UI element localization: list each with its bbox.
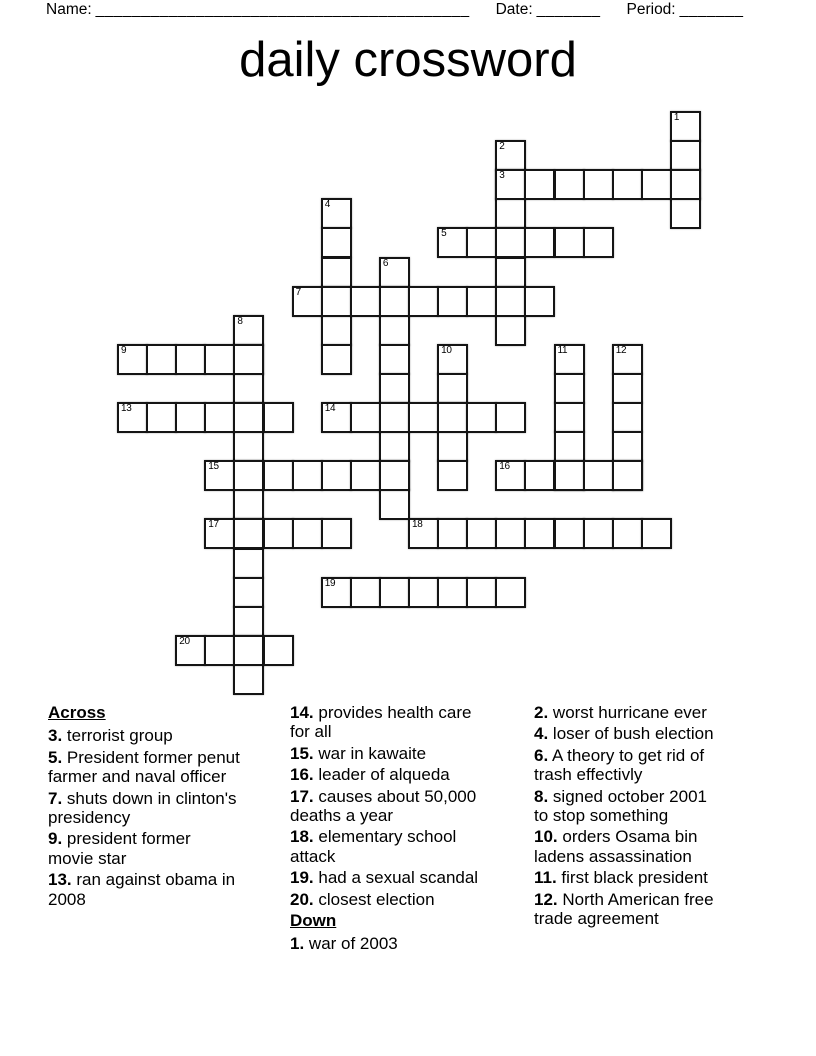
clue-item xyxy=(290,890,496,909)
clue-text: war in kawaite xyxy=(313,743,427,763)
grid-cell xyxy=(554,169,585,200)
clue-text: causes about 50,000 deaths a year xyxy=(290,786,477,826)
grid-cell xyxy=(466,286,497,317)
grid-cell xyxy=(524,227,555,258)
grid-cell xyxy=(466,402,497,433)
clue-text: president former movie star xyxy=(48,829,191,868)
grid-cell xyxy=(495,140,526,171)
clue-number: 9. xyxy=(48,829,63,849)
grid-cell xyxy=(408,577,439,608)
clue-item xyxy=(534,827,717,866)
grid-cell xyxy=(263,402,294,433)
grid-cell xyxy=(350,402,381,433)
grid-cell xyxy=(554,460,585,491)
grid-cell xyxy=(379,577,410,608)
clue-text: worst hurricane ever xyxy=(548,703,707,722)
grid-cell xyxy=(437,344,468,375)
cell-number: 14 xyxy=(324,403,336,414)
grid-cell xyxy=(612,169,643,200)
grid-cell xyxy=(233,635,264,666)
clue-number: 17. xyxy=(290,786,314,806)
date-blank-line: _______ xyxy=(536,1,601,18)
period-blank-line: _______ xyxy=(679,1,744,18)
grid-cell xyxy=(437,431,468,462)
header xyxy=(46,1,743,19)
clue-number: 15. xyxy=(290,743,314,763)
clue-item xyxy=(290,868,496,887)
grid-cell xyxy=(495,460,526,491)
grid-cell xyxy=(495,257,526,288)
grid-cell xyxy=(641,169,672,200)
grid-cell xyxy=(437,373,468,404)
grid-cell xyxy=(670,140,701,171)
cell-number: 10 xyxy=(441,344,452,356)
grid-cell xyxy=(524,518,555,549)
clue-text: terrorist group xyxy=(62,726,173,746)
clue-number: 12. xyxy=(534,889,558,909)
clue-number: 8. xyxy=(534,786,549,806)
clue-text: leader of alqueda xyxy=(313,765,450,785)
grid-cell xyxy=(146,344,177,375)
grid-cell xyxy=(379,286,410,317)
clue-number: 1. xyxy=(290,934,305,954)
clue-item xyxy=(48,726,240,745)
grid-cell xyxy=(204,635,235,666)
clue-item xyxy=(48,870,240,909)
clue-text: first black president xyxy=(556,868,708,888)
clue-item xyxy=(534,787,717,826)
page-title: daily crossword xyxy=(239,33,577,87)
clue-item xyxy=(48,748,240,787)
grid-cell xyxy=(437,518,468,549)
grid-cell xyxy=(233,431,264,462)
clue-number: 5. xyxy=(48,747,63,767)
grid-cell xyxy=(495,402,526,433)
crossword-grid xyxy=(117,111,717,711)
grid-cell xyxy=(321,257,352,288)
cell-number: 11 xyxy=(557,344,568,356)
grid-cell xyxy=(233,315,264,346)
grid-cell xyxy=(233,489,264,520)
grid-cell xyxy=(379,257,410,288)
grid-cell xyxy=(321,315,352,346)
cell-number: 15 xyxy=(208,461,219,473)
grid-cell xyxy=(321,227,352,258)
date-label: Date: xyxy=(495,1,533,18)
clue-number: 7. xyxy=(48,788,63,808)
grid-cell xyxy=(641,518,672,549)
grid-cell xyxy=(554,518,585,549)
grid-cell xyxy=(554,402,585,433)
cell-number: 8 xyxy=(237,315,243,327)
grid-cell xyxy=(612,373,643,404)
grid-cell xyxy=(233,577,264,608)
clue-text: orders Osama bin ladens assassination xyxy=(534,827,698,866)
grid-cell xyxy=(263,635,294,666)
grid-cell xyxy=(437,460,468,491)
clue-item xyxy=(534,868,717,887)
grid-cell xyxy=(233,664,264,695)
cell-number: 13 xyxy=(121,403,132,414)
grid-cell xyxy=(524,460,555,491)
clue-text: North American free trade agreement xyxy=(534,889,714,929)
cell-number: 1 xyxy=(673,112,680,123)
clue-number: 6. xyxy=(534,745,549,765)
cell-number: 7 xyxy=(295,286,301,298)
grid-cell xyxy=(204,518,235,549)
clue-list-heading: Across xyxy=(48,703,106,722)
grid-cell xyxy=(321,344,352,375)
grid-cell xyxy=(233,518,264,549)
grid-cell xyxy=(524,169,555,200)
grid-cell xyxy=(350,286,381,317)
clue-item xyxy=(48,829,240,868)
grid-cell xyxy=(321,402,352,433)
cell-number: 6 xyxy=(382,257,389,269)
grid-cell xyxy=(495,169,526,200)
clue-item xyxy=(290,934,496,953)
cell-number: 4 xyxy=(324,199,330,211)
clue-item xyxy=(534,890,717,929)
grid-cell xyxy=(117,344,148,375)
grid-cell xyxy=(321,198,352,229)
grid-cell xyxy=(554,373,585,404)
clue-number: 13. xyxy=(48,870,72,890)
cell-number: 17 xyxy=(208,519,219,531)
name-blank-line: _________________________________________ xyxy=(95,1,470,18)
name-label: Name: xyxy=(46,1,92,18)
cell-number: 16 xyxy=(499,461,510,473)
grid-cell xyxy=(350,577,381,608)
grid-cell xyxy=(292,286,323,317)
period-label: Period: xyxy=(626,1,676,18)
clue-column-1 xyxy=(48,703,240,911)
clue-column-2 xyxy=(290,703,496,956)
grid-cell xyxy=(233,344,264,375)
clue-number: 19. xyxy=(290,868,314,888)
grid-cell xyxy=(466,227,497,258)
grid-cell xyxy=(437,577,468,608)
grid-cell xyxy=(554,431,585,462)
grid-cell xyxy=(263,460,294,491)
grid-cell xyxy=(263,518,294,549)
grid-cell xyxy=(670,198,701,229)
clue-text: provides health care for all xyxy=(290,703,472,742)
clue-item xyxy=(48,789,240,828)
grid-cell xyxy=(495,227,526,258)
grid-cell xyxy=(292,460,323,491)
grid-cell xyxy=(670,169,701,200)
clue-item xyxy=(290,744,496,763)
clue-text: had a sexual scandal xyxy=(313,868,479,888)
grid-cell xyxy=(321,286,352,317)
grid-cell xyxy=(204,344,235,375)
grid-cell xyxy=(670,111,701,142)
clue-text: A theory to get rid of trash effectivly xyxy=(534,745,705,785)
clue-item xyxy=(534,703,717,722)
clue-number: 11. xyxy=(534,868,557,888)
grid-cell xyxy=(612,518,643,549)
grid-cell xyxy=(292,518,323,549)
grid-cell xyxy=(379,431,410,462)
clue-number: 2. xyxy=(534,703,549,722)
grid-cell xyxy=(117,402,148,433)
grid-cell xyxy=(583,518,614,549)
grid-cell xyxy=(583,169,614,200)
grid-cell xyxy=(379,460,410,491)
cell-number: 2 xyxy=(499,141,505,153)
grid-cell xyxy=(495,315,526,346)
grid-cell xyxy=(495,577,526,608)
clue-number: 10. xyxy=(534,827,558,847)
clue-item xyxy=(290,703,496,742)
grid-cell xyxy=(175,402,206,433)
grid-cell xyxy=(175,635,206,666)
grid-cell xyxy=(437,402,468,433)
grid-cell xyxy=(437,286,468,317)
cell-number: 20 xyxy=(179,635,190,647)
grid-cell xyxy=(554,227,585,258)
grid-cell xyxy=(204,460,235,491)
grid-cell xyxy=(146,402,177,433)
cell-number: 12 xyxy=(615,344,627,356)
grid-cell xyxy=(437,227,468,258)
grid-cell xyxy=(612,402,643,433)
clue-item xyxy=(290,827,496,866)
clue-item xyxy=(534,746,717,785)
clue-text: President former penut farmer and naval officer xyxy=(48,747,240,787)
grid-cell xyxy=(612,431,643,462)
cell-number: 9 xyxy=(121,344,127,356)
grid-cell xyxy=(379,315,410,346)
cell-number: 5 xyxy=(441,228,447,240)
clue-text: signed october 2001 to stop something xyxy=(534,786,707,826)
clue-list-heading: Down xyxy=(290,911,337,931)
clue-item xyxy=(290,787,496,826)
grid-cell xyxy=(495,286,526,317)
grid-cell xyxy=(583,460,614,491)
grid-cell xyxy=(524,286,555,317)
grid-cell xyxy=(408,518,439,549)
grid-cell xyxy=(321,460,352,491)
cell-number: 18 xyxy=(412,519,423,531)
clue-text: loser of bush election xyxy=(548,724,714,744)
clue-column-3 xyxy=(534,703,717,930)
grid-cell xyxy=(379,489,410,520)
clue-number: 3. xyxy=(48,726,63,746)
grid-cell xyxy=(350,460,381,491)
clue-number: 14. xyxy=(290,703,314,722)
grid-cell xyxy=(233,402,264,433)
grid-cell xyxy=(466,518,497,549)
grid-cell xyxy=(379,373,410,404)
grid-cell xyxy=(379,344,410,375)
grid-cell xyxy=(408,402,439,433)
grid-cell xyxy=(175,344,206,375)
grid-cell xyxy=(583,227,614,258)
grid-cell xyxy=(321,577,352,608)
grid-cell xyxy=(233,606,264,637)
clue-item xyxy=(534,724,717,743)
clue-text: closest election xyxy=(313,889,435,909)
grid-cell xyxy=(495,518,526,549)
clue-text: shuts down in clinton's presidency xyxy=(48,788,237,828)
grid-cell xyxy=(466,577,497,608)
grid-cell xyxy=(495,198,526,229)
cell-number: 3 xyxy=(499,170,505,182)
clue-number: 4. xyxy=(534,724,549,744)
clue-text: elementary school attack xyxy=(290,827,457,866)
grid-cell xyxy=(321,518,352,549)
clue-number: 18. xyxy=(290,827,314,847)
clue-text: war of 2003 xyxy=(304,934,398,954)
grid-cell xyxy=(554,344,585,375)
clue-number: 20. xyxy=(290,889,314,909)
grid-cell xyxy=(204,402,235,433)
grid-cell xyxy=(233,548,264,579)
clue-number: 16. xyxy=(290,765,314,785)
grid-cell xyxy=(379,402,410,433)
grid-cell xyxy=(612,344,643,375)
cell-number: 19 xyxy=(324,577,336,589)
grid-cell xyxy=(233,460,264,491)
grid-cell xyxy=(408,286,439,317)
grid-cell xyxy=(612,460,643,491)
clue-item xyxy=(290,765,496,784)
clue-text: ran against obama in 2008 xyxy=(48,870,236,909)
grid-cell xyxy=(233,373,264,404)
